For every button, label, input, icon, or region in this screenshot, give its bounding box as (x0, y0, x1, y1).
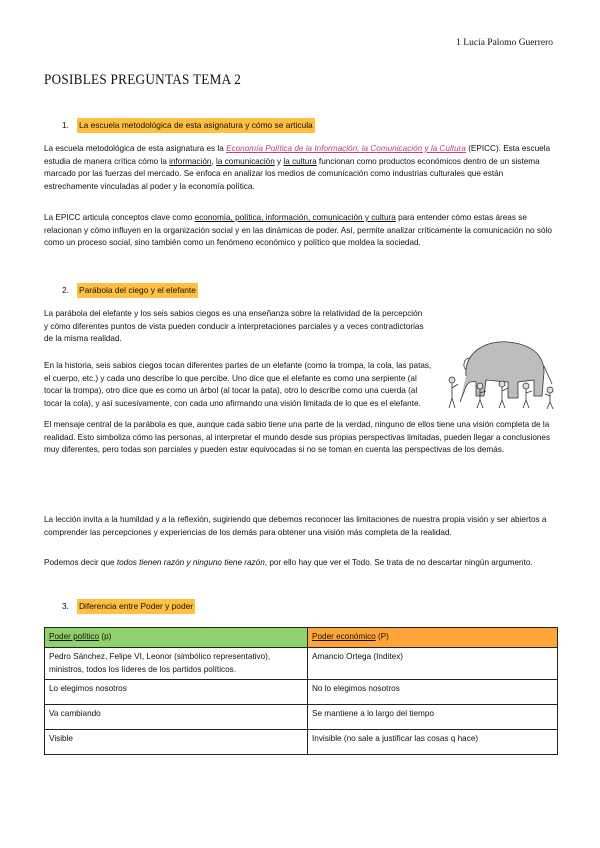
table-cell: No lo elegimos nosotros (308, 680, 558, 705)
table-row (45, 648, 558, 680)
power-comparison-table (44, 627, 558, 755)
s2-paragraph-4: La lección invita a la humildad y a la reflexión, sugiriendo que debemos reconocer las limitaciones de nuestra propia visión y ser abiertos a comprender las percepciones y experiencias de los demás para obtener una visión más completa de la realidad. (44, 515, 547, 537)
table-cell: Pedro Sánchez, Felipe VI, Leonor (simbólico representativo), ministros, todos los líderes de los partidos políticos. (45, 648, 308, 680)
elephant-and-blind-men-illustration (446, 336, 558, 410)
section-heading-2 (62, 283, 198, 298)
section-title: Parábola del ciego y el elefante (77, 283, 198, 298)
header-author: 1 Lucía Palomo Guerrero (456, 38, 553, 48)
table-row (45, 730, 558, 755)
section-number: 1. (62, 120, 69, 130)
section-title: Diferencia entre Poder y poder (77, 599, 195, 614)
table-cell: Amancio Ortega (Inditex) (308, 648, 558, 680)
table-row (45, 705, 558, 730)
s1-paragraph-1: La escuela metodológica de esta asignatura es la Economía Política de la Información, la Comunicación y la Cultura (EPICC). Esta escuela estudia de manera crítica cómo la información, la comunicación y la cultura funcionan como productos económicos dentro de un sistema marcado por las fuerzas del mercado. Se enfoca en analizar los medios de comunicación como industrias culturales que están estrechamente vinculadas al poder y la economía política. (44, 144, 551, 191)
table-cell: Se mantiene a lo largo del tiempo (308, 705, 558, 730)
section-heading-3 (62, 599, 195, 614)
s1-paragraph-2: La EPICC articula conceptos clave como economía, política, información, comunicación y cultura para entender cómo estas áreas se relacionan y cómo influyen en la organización social y en las dinámicas de poder. Así, permite analizar críticamente la comunicación no sólo como un proceso social, sino también como un fenómeno económico y político que moldea la sociedad. (44, 213, 552, 248)
section-title: La escuela metodológica de esta asignatura y cómo se articula (77, 118, 315, 133)
header-political-power: Poder político (p) (45, 628, 308, 648)
table-cell: Visible (45, 730, 308, 755)
table-cell: Va cambiando (45, 705, 308, 730)
table-cell: Invisible (no sale a justificar las cosas q hace) (308, 730, 558, 755)
s2-paragraph-2: En la historia, seis sabios ciegos tocan diferentes partes de un elefante (como la trompa, la cola, las patas, el cuerpo, etc.) y cada uno describe lo que percibe. Uno dice que el elefante es como una serpiente (al tocar la trompa), otro dice que es como un árbol (al tocar la pata), otro lo describe como una cuerda (al tocar la cola), y así sucesivamente, con cada uno afirmando una visión limitada de lo que es el elefante. (44, 361, 432, 408)
epicc-link[interactable]: Economía Política de la Información, la Comunicación y la Cultura (226, 144, 466, 153)
header-economic-power: Poder económico (P) (308, 628, 558, 648)
s2-paragraph-5: Podemos decir que todos tienen razón y ninguno tiene razón, por ello hay que ver el Todo. Se trata de no descartar ningún argumento. (44, 558, 533, 567)
section-heading-1 (62, 118, 315, 133)
page-title: POSIBLES PREGUNTAS TEMA 2 (44, 72, 242, 88)
table-row (45, 680, 558, 705)
section-number: 3. (62, 601, 69, 611)
section-number: 2. (62, 285, 69, 295)
table-cell: Lo elegimos nosotros (45, 680, 308, 705)
s2-paragraph-3: El mensaje central de la parábola es que, aunque cada sabio tiene una parte de la verdad, ninguno de ellos tiene una visión completa de la realidad. Esto simboliza cómo las personas, al interpretar el mundo desde sus propias perspectivas limitadas, pueden llegar a conclusiones muy diferentes, pero todas son parciales y pueden estar equivocadas si no se toman en cuenta las perspectivas de los demás. (44, 420, 551, 455)
s2-paragraph-1: La parábola del elefante y los seis sabios ciegos es una enseñanza sobre la relatividad de la percepción y cómo diferentes puntos de vista pueden conducir a interpretaciones parciales y a veces contradictorias de la misma realidad. (44, 309, 424, 344)
table-header-row (45, 628, 558, 648)
